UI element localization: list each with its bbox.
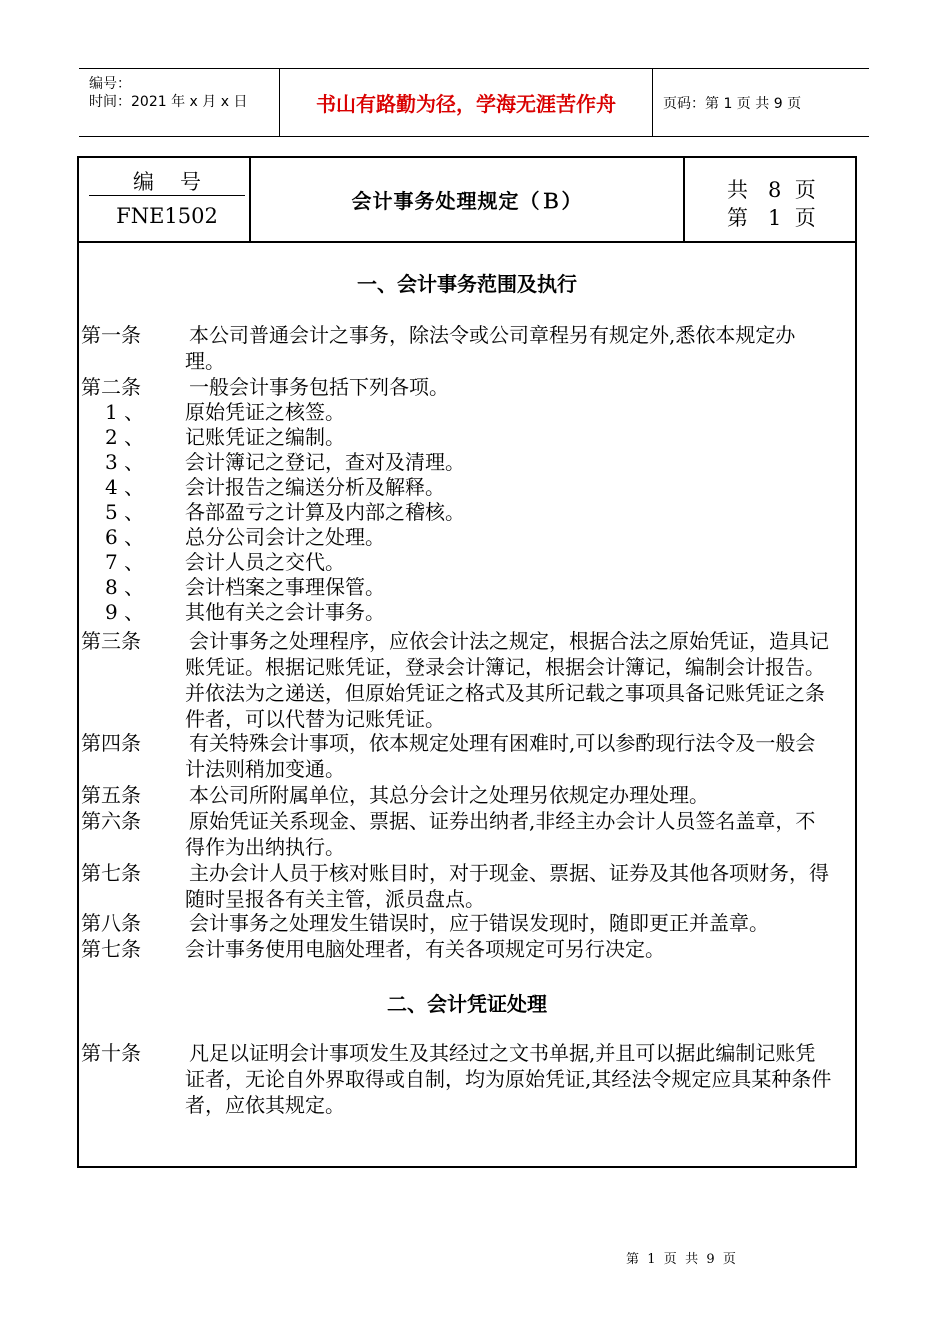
item-text: 会计报告之编送分析及解释。 — [185, 475, 445, 499]
document-frame — [77, 156, 857, 1168]
article-text: 本公司所附属单位，其总分会计之处理另依规定办理处理。 — [189, 783, 709, 807]
item-number: 2 、 — [105, 425, 145, 449]
article-text: 会计事务使用电脑处理者，有关各项规定可另行决定。 — [185, 937, 665, 961]
article-text: 有关特殊会计事项，依本规定处理有困难时,可以参酌现行法令及一般会计法则稍加变通。 — [185, 731, 816, 781]
article-label: 第六条 — [81, 809, 141, 833]
article-label: 第十条 — [81, 1041, 141, 1065]
article-label: 第一条 — [81, 323, 141, 347]
section-title-2: 二、会计凭证处理 — [387, 992, 547, 1016]
section-title-1: 一、会计事务范围及执行 — [357, 272, 577, 296]
item-text: 各部盈亏之计算及内部之稽核。 — [185, 500, 465, 524]
item-text: 会计人员之交代。 — [185, 550, 345, 574]
time-label: 时间：2021 年 x 月 x 日 — [89, 94, 248, 110]
article-label: 第四条 — [81, 731, 141, 755]
article-text: 会计事务之处理程序，应依会计法之规定，根据合法之原始凭证，造具记账凭证。根据记账凭证，登录会计簿记，根据会计簿记，编制会计报告。并依法为之递送，但原始凭证之格式及其所记载之事项具备记账凭证之条件者，可以代替为记账凭证。 — [185, 629, 829, 731]
page-footer: 第 1 页 共 9 页 — [626, 1252, 736, 1267]
item-text: 会计簿记之登记，查对及清理。 — [185, 450, 465, 474]
item-number: 5 、 — [105, 500, 145, 524]
article-label: 第三条 — [81, 629, 141, 653]
code-cell — [79, 158, 251, 241]
article-label: 第七条 — [81, 861, 141, 885]
article-text: 凡足以证明会计事项发生及其经过之文书单据,并且可以据此编制记账凭证者，无论自外界取得或自制，均为原始凭证,其经法令规定应具某种条件者，应依其规定。 — [185, 1041, 832, 1117]
header-page-info: 页码：第 1 页 共 9 页 — [663, 95, 802, 112]
item-text: 原始凭证之核签。 — [185, 400, 345, 424]
document-head — [79, 158, 855, 243]
item-number: 6 、 — [105, 525, 145, 549]
article-text: 会计事务之处理发生错误时，应于错误发现时，随即更正并盖章。 — [189, 911, 769, 935]
article-label: 第五条 — [81, 783, 141, 807]
article-label: 第七条 — [81, 937, 141, 961]
article-text: 主办会计人员于核对账目时，对于现金、票据、证券及其他各项财务，得随时呈报各有关主管，派员盘点。 — [185, 861, 829, 911]
article-label: 第二条 — [81, 375, 141, 399]
item-number: 7 、 — [105, 550, 145, 574]
item-text: 会计档案之事理保管。 — [185, 575, 385, 599]
total-pages: 共 8 页 — [727, 178, 816, 202]
document-title: 会计事务处理规定（Ｂ） — [251, 158, 685, 241]
item-text: 其他有关之会计事务。 — [185, 600, 385, 624]
current-page: 第 1 页 — [727, 206, 816, 230]
item-number: 4 、 — [105, 475, 145, 499]
code-value: FNE1502 — [116, 204, 218, 228]
page-header — [79, 68, 869, 137]
item-text: 记账凭证之编制。 — [185, 425, 345, 449]
item-number: 1 、 — [105, 400, 145, 424]
item-text: 总分公司会计之处理。 — [185, 525, 385, 549]
item-number: 8 、 — [105, 575, 145, 599]
page-count-cell — [685, 158, 855, 241]
article-text: 原始凭证关系现金、票据、证券出纳者,非经主办会计人员签名盖章，不得作为出纳执行。 — [185, 809, 816, 859]
header-meta — [79, 69, 279, 136]
code-label: 编号 — [89, 168, 245, 196]
item-number: 9 、 — [105, 600, 145, 624]
number-label: 编号： — [89, 76, 131, 92]
header-motto: 书山有路勤为径，学海无涯苦作舟 — [279, 69, 653, 136]
article-label: 第八条 — [81, 911, 141, 935]
article-text: 一般会计事务包括下列各项。 — [189, 375, 449, 399]
item-number: 3 、 — [105, 450, 145, 474]
article-text: 本公司普通会计之事务，除法令或公司章程另有规定外,悉依本规定办理。 — [185, 323, 796, 373]
